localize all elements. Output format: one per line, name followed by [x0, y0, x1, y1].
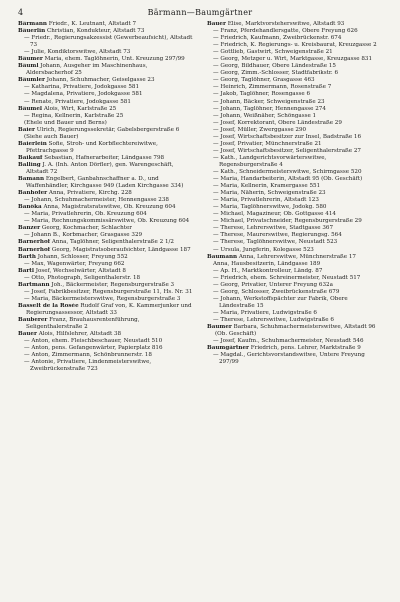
directory-entry	[18, 28, 196, 35]
entry-details: — Regina, Kellnerin, Karlstraße 25	[24, 112, 124, 119]
directory-entry	[207, 56, 385, 63]
entry-details: Johann, Schlosser, Freyung 552	[37, 253, 128, 260]
entry-details: Christian, Kondukteur, Altstadt 73	[47, 28, 145, 35]
entry-details: — Anton, Zimmermann, Schönbrunnerstr. 18	[24, 352, 152, 359]
entry-details: — Therese, Lehrerswitwe, Ludwigstraße 6	[213, 316, 334, 323]
directory-entry	[18, 56, 196, 63]
directory-entry	[18, 35, 196, 49]
directory-entry	[207, 134, 385, 141]
directory-entry	[207, 317, 385, 324]
directory-entry	[207, 84, 385, 91]
entry-details: — Georg, Bildhauer, Obere Ländestraße 15	[213, 63, 336, 70]
directory-entry	[18, 204, 196, 211]
directory-entry	[207, 28, 385, 35]
entry-details: — Maria, Kellnerin, Kramergasse 551	[213, 183, 321, 190]
entry-surname: Bauberer	[18, 316, 48, 323]
directory-entry	[18, 197, 196, 204]
directory-entry	[207, 91, 385, 98]
entry-details: Josef, Wechselwärter, Altstadt 8	[35, 267, 126, 274]
entry-details: — Johann, Taglöhner, Hennengasse 274	[213, 105, 326, 112]
directory-entry	[18, 289, 196, 296]
entry-surname: Baikauf	[18, 154, 43, 161]
entry-details: — Therese, Taglöhnerswitwe, Neustadt 523	[213, 239, 338, 246]
directory-entry	[207, 169, 385, 176]
entry-surname: Bärmann	[18, 21, 47, 27]
directory-entry	[207, 247, 385, 254]
page-number: 4	[18, 8, 24, 17]
entry-surname: Basselt de la Rosée	[18, 302, 79, 309]
entry-surname: Barnerhof	[18, 246, 51, 253]
entry-details: — Max, Wagenwärter, Freyung 662	[24, 260, 125, 267]
entry-details: — Josef, Kaufm., Schuhmachermeister, Neustadt 546	[213, 338, 364, 345]
entry-surname: Bäumer	[18, 56, 43, 63]
directory-entry	[207, 99, 385, 106]
entry-details: J. A. (Inh. Anton Dörfler), gen. Warengeschäft, Altstadt 72	[26, 161, 174, 175]
entry-details: — Kath., Schneidermeisterswitwe, Schirmgasse 520	[213, 168, 362, 175]
entry-details: — Otto, Photograph, Seligenthalerstr. 18	[24, 274, 141, 281]
directory-entry	[18, 247, 196, 254]
directory-entry	[207, 141, 385, 148]
entry-details: — Michael, Magazineur, Ob. Gottgasse 414	[213, 211, 336, 218]
entry-details: — Gottlieb, Gastwirt, Schweigenstraße 21	[213, 49, 333, 56]
entry-details: — Ursula, Jungferin, Kolegasse 523	[213, 246, 314, 253]
directory-entry	[18, 155, 196, 162]
directory-entry	[18, 21, 196, 28]
entry-details: — Heinrich, Zimmermann, Rosenstraße 7	[213, 84, 332, 91]
directory-entry	[207, 197, 385, 204]
directory-entry	[207, 183, 385, 190]
entry-details: Anna, Hausbesitzerin, Ländgasse 189	[213, 260, 321, 267]
directory-entry	[18, 91, 196, 98]
directory-entry	[207, 148, 385, 155]
entry-surname: Bauer	[207, 21, 226, 27]
directory-entry	[18, 84, 196, 91]
entry-surname: Bäumler	[18, 77, 45, 84]
entry-details: — Friedrich, K. Regierungs- u. Kreisbaurat, Kreuzgasse 2	[213, 42, 377, 49]
entry-surname: Bauer	[18, 331, 37, 338]
entry-details: Friedrich, pens. Lehrer, Marktstraße 9	[250, 345, 361, 352]
directory-entry	[207, 211, 385, 218]
entry-details: Georg, Magistratsoberaufsichter, Ländgasse 187	[51, 246, 191, 253]
entry-surname: Bäuml	[18, 63, 39, 70]
directory-entry	[18, 282, 196, 289]
entry-details: Alois, Wirt, Karlstraße 25	[43, 105, 117, 112]
entry-surname: Banzer	[18, 225, 41, 232]
directory-entry	[207, 106, 385, 113]
right-column	[207, 21, 385, 366]
directory-entry	[207, 113, 385, 120]
entry-details: — Josef, Müller, Zwerggasse 290	[213, 126, 307, 133]
entry-details: — Magdal., Gerichtsvorstandswitwe, Untere Freyung 297/99	[213, 352, 365, 366]
entry-details: — Maria, Bäckermeisterswitwe, Regensburgerstraße 3	[24, 295, 181, 302]
entry-details: Rudolf Graf von, K. Kammerjunker und Regierungsassessor, Altstadt 33	[26, 302, 192, 316]
directory-entry	[18, 218, 196, 225]
directory-entry	[18, 162, 196, 176]
entry-details: — Maria, Rechnungskommissärswitwe, Ob. Kreuzung 604	[24, 218, 190, 225]
entry-surname: Bäuerlin	[18, 28, 46, 35]
entry-details: — Therese, Lehrerswitwe, Stadtgasse 367	[213, 225, 334, 232]
directory-entry	[18, 190, 196, 197]
entry-details: Anna, Magistratsratswitwe, Ob. Kreuzung 604	[43, 204, 176, 211]
directory-entry	[18, 261, 196, 268]
entry-details: Anna, Lehrerswitwe, Münchnerstraße 17	[238, 253, 356, 260]
entry-details: — Maria, Privatiere, Ludwigstraße 6	[213, 309, 317, 316]
entry-details: — Johann, Schuhmachermeister, Hennengasse 238	[24, 197, 169, 204]
directory-entry	[18, 239, 196, 246]
directory-entry	[18, 77, 196, 84]
directory-entry	[18, 211, 196, 218]
entry-details: — Maria, Taglöhnerswitwe, Jodokg. 580	[213, 204, 327, 211]
page-title: Bärmann—Baumgärtner	[147, 8, 253, 17]
directory-entry	[18, 63, 196, 77]
directory-entry	[18, 352, 196, 359]
directory-entry	[207, 120, 385, 127]
left-column	[18, 21, 196, 373]
directory-entry	[18, 303, 196, 317]
entry-surname: Baumgärtner	[207, 345, 249, 352]
entry-details: — Josef, Fabrikbesitzer, Regensburgerstraße 11, Hs. Nr. 31	[24, 288, 193, 295]
entry-surname: Bamann	[18, 176, 45, 183]
directory-entry	[18, 49, 196, 56]
entry-details: — Ap. H., Marktkontrolleur, Ländg. 87	[213, 267, 323, 274]
directory-entry	[207, 345, 385, 352]
directory-entry	[207, 338, 385, 345]
directory-entry	[207, 204, 385, 211]
entry-details: — Antonie, Privatiere, Lindenmeisterswitwe, Zweibrückenstraße 723	[24, 359, 152, 373]
directory-entry	[207, 225, 385, 232]
directory-entry	[207, 49, 385, 56]
directory-entry	[207, 232, 385, 239]
directory-entry	[18, 141, 196, 155]
entry-details: — Johann, Weißnäher, Schöngasse 1	[213, 112, 317, 119]
directory-entry	[18, 106, 196, 113]
directory-entry	[18, 268, 196, 275]
entry-details: — Josef, Wirtschaftsbesitzer, Seligenthalerstraße 27	[213, 147, 361, 154]
directory-entry	[18, 225, 196, 232]
entry-details: — Josef, Korrektorant, Obere Ländestraße 29	[213, 119, 342, 126]
directory-entry	[18, 113, 196, 120]
entry-details: Johann, Schuhmacher, Geiselgasse 23	[46, 77, 155, 84]
directory-entry	[207, 63, 385, 70]
entry-details: — Johann, Werkstoffspächter zur Fabrik, Obere Ländestraße 15	[213, 295, 348, 309]
directory-entry	[207, 70, 385, 77]
entry-details: — Katharina, Privatiere, Jodokgasse 581	[24, 84, 140, 91]
entry-details: — Maria, Handarbeiterin, Altstadt 95 (Ob. Geschäft)	[213, 176, 363, 183]
entry-details: Georg, Kochmacher, Schlachter	[41, 225, 132, 232]
directory-entry	[207, 268, 385, 275]
directory-entry	[18, 254, 196, 261]
entry-details: (Ehele und Bauer und Berns)	[24, 119, 107, 126]
directory-entry	[207, 155, 385, 169]
entry-details: — Maria, Näherin, Schweigenstraße 23	[213, 190, 326, 197]
entry-details: — Johann B., Korbmacher, Grasgasse 329	[24, 232, 143, 239]
entry-details: — Franz, Pferdehandlersgatte, Obere Freyung 626	[213, 28, 358, 35]
entry-details: Johann, Ausgeher im Maschinenhaus, Aldersbacherhof 25	[26, 63, 148, 77]
directory-entry	[207, 127, 385, 134]
entry-surname: Barth	[18, 253, 36, 260]
entry-surname: Bäumel	[18, 105, 43, 112]
entry-surname: Banhofer	[18, 190, 48, 197]
entry-details: Joh., Bäckermeister, Regensburgerstraße 3	[51, 281, 175, 288]
directory-entry	[207, 77, 385, 84]
directory-entry	[207, 218, 385, 225]
directory-entry	[207, 289, 385, 296]
entry-details: Franz, Brauhausrentenführung, Seligenthalerstraße 2	[26, 316, 140, 331]
entry-details: Maria, ehem. Taglöhnerin, Unt. Kreuzung 297/99	[44, 56, 185, 63]
directory-entry	[207, 239, 385, 246]
entry-surname: Baierlein	[18, 140, 47, 147]
entry-details: — Renate, Privatiere, Jodokgasse 581	[24, 98, 131, 105]
directory-entry	[18, 120, 196, 127]
entry-details: Engelbert, Ganbahnschaffner a. D., und Waffenhändler, Kirchgasse 949 (Laden Kirchgasse 334)	[26, 176, 184, 190]
entry-details: — Anton, pens. Gefangenwärter, Papierplatz 816	[24, 345, 163, 352]
entry-details: — Friedrich, Kaufmann, Zweibrückenstr. 674	[213, 35, 342, 42]
directory-entry	[207, 310, 385, 317]
directory-entry	[18, 176, 196, 190]
directory-entry	[207, 296, 385, 310]
entry-surname: Baumer	[207, 324, 232, 331]
entry-details: — Georg, Taglöhner, Grasgasse 463	[213, 77, 315, 84]
entry-details: — Josef, Wirtschaftsbesitzer zur Insel, Badstraße 16	[213, 133, 362, 140]
entry-details: — Georg, Privatier, Unterer Freyung 632a	[213, 281, 333, 288]
entry-details: — Anton, ehem. Fleischbeschauer, Neustadt 510	[24, 338, 163, 345]
entry-details: — Maria, Privatlehrerin, Altstadt 123	[213, 197, 319, 204]
directory-entry	[207, 35, 385, 42]
entry-details: Anna, Privatiere, Kirchg. 228	[48, 190, 132, 197]
directory-entry	[18, 359, 196, 373]
entry-details: — Georg, Zimm.-Schlosser, Stadtfabrikstr. 6	[213, 70, 339, 77]
entry-details: — Johann, Bäcker, Schweigenstraße 23	[213, 98, 325, 105]
entry-details: Sebastian, Hafnerarbeiter, Ländgasse 798	[44, 154, 165, 161]
directory-entry	[207, 190, 385, 197]
directory-entry	[207, 21, 385, 28]
entry-surname: Baier	[18, 126, 35, 133]
directory-entry	[207, 275, 385, 282]
directory-entry	[207, 324, 385, 338]
directory-entry	[207, 352, 385, 366]
entry-surname: Bartmann	[18, 281, 50, 288]
entry-details: — Therese, Maurerswitwe, Regierungsg. 564	[213, 232, 342, 239]
entry-surname: Baumann	[207, 253, 238, 260]
entry-details: — Georg, Metzger u. Wirt, Marktgasse, Kreuzgasse 831	[213, 56, 373, 63]
entry-details: Elise, Marktvorsteherswitwe, Altstadt 93	[227, 21, 345, 27]
entry-details: Ulrich, Regierungssekretär, Gabelsbergerstraße 6	[36, 126, 180, 133]
directory-entry	[207, 282, 385, 289]
entry-surname: Balling	[18, 161, 41, 168]
entry-details: Barbara, Schuhmachermeisterswitwe, Altstadt 96 (Ob. Geschäft)	[215, 324, 376, 338]
entry-surname: Bartl	[18, 267, 35, 274]
entry-details: — Jakob, Taglöhner, Rosengasse 6	[213, 91, 311, 98]
entry-details: — Magdalena, Privatiere, Jodokgasse 581	[24, 91, 143, 98]
entry-details: Sofie, Stroh- und Korbflechtereiwitwe, Pfettrachgasse 9	[26, 140, 158, 154]
directory-entry	[207, 42, 385, 49]
directory-entry	[18, 331, 196, 338]
directory-entry	[207, 261, 385, 268]
directory-entry	[207, 176, 385, 183]
entry-surname: Banöka	[18, 204, 42, 211]
entry-details: Friedr., K. Leutnant, Altstadt 7	[48, 21, 137, 27]
entry-details: — Friedrich, ehem. Schreinermeister, Neustadt 517	[213, 274, 361, 281]
entry-surname: Barnerhof	[18, 239, 51, 246]
directory-entry	[207, 254, 385, 261]
entry-details: — Julie, Kondiktorswitwe, Altstadt 73	[24, 49, 131, 56]
entry-details: (Siehe auch Bauer)	[24, 133, 79, 140]
entry-details: — Michael, Privatschneider, Regensburgerstraße 29	[213, 218, 362, 225]
directory-entry	[18, 134, 196, 141]
entry-details: Anna, Taglöhner, Seligenthalerstraße 2 1/2	[51, 239, 174, 246]
entry-details: Alois, Hilfslehrer, Altstadt 38	[38, 331, 122, 338]
directory-entry	[18, 317, 196, 331]
entry-details: — Maria, Privatlehrerin, Ob. Kreuzung 604	[24, 211, 147, 218]
entry-details: — Georg, Schlosser, Zweibrückenstraße 679	[213, 288, 340, 295]
directory-entry	[18, 345, 196, 352]
directory-entry	[18, 296, 196, 303]
page-header	[18, 8, 382, 20]
entry-details: — Friedr., Regierungsakzessist (Gewerbeaufsicht), Altstadt 73	[24, 35, 193, 49]
directory-entry	[18, 338, 196, 345]
directory-entry	[18, 99, 196, 106]
directory-entry	[18, 275, 196, 282]
entry-details: — Kath., Landgerichtsvorwärterswitwe, Regensburgerstraße 4	[213, 154, 327, 168]
entry-details: — Josef, Privatier, Münchnerstraße 21	[213, 140, 322, 147]
directory-entry	[18, 127, 196, 134]
directory-entry	[18, 232, 196, 239]
